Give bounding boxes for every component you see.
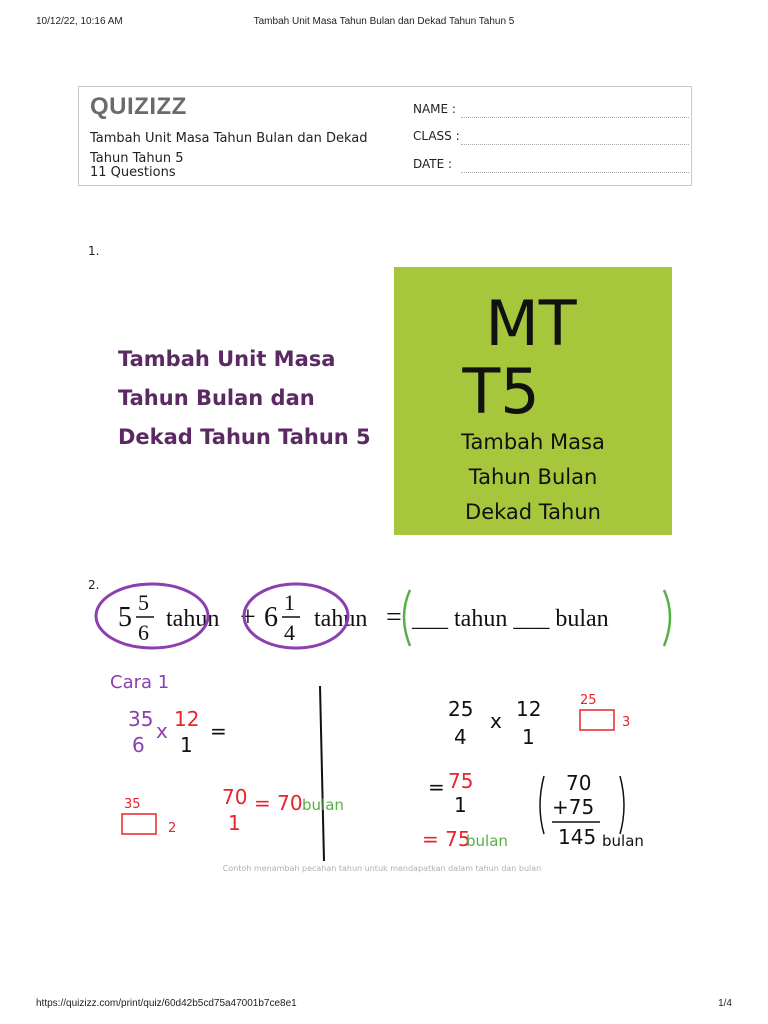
cover-line-1: MT xyxy=(485,287,577,360)
cover-subtitle xyxy=(394,425,672,530)
sum-bulan: bulan xyxy=(602,832,644,850)
print-url[interactable]: https://quizizz.com/print/quiz/60d42b5cd75a47001b7ce8e1 xyxy=(36,998,297,1009)
eq-unit-2: tahun xyxy=(314,606,368,632)
date-field[interactable] xyxy=(413,155,681,175)
step2-eq: = xyxy=(428,775,445,799)
eq-b-num: 1 xyxy=(284,590,295,615)
question-2-caption: Contoh menambah pecahan tahun untuk mendapatkan dalam tahun dan bulan xyxy=(222,864,542,873)
quiz-header-box xyxy=(78,86,692,186)
step2-25: 25 xyxy=(448,697,474,721)
eq-b-den: 4 xyxy=(284,620,295,645)
sum-145: 145 xyxy=(558,825,597,849)
eq-b-whole: 6 xyxy=(264,602,278,633)
divider-line xyxy=(320,686,324,861)
sum-working xyxy=(540,771,644,850)
eq-equals: = xyxy=(386,602,402,633)
sum-75: +75 xyxy=(552,795,595,819)
grid-a-3: 3 xyxy=(622,715,631,730)
green-bracket-right xyxy=(664,590,670,646)
step1-1: 1 xyxy=(180,733,193,757)
eq-answer: ___ tahun ___ bulan xyxy=(412,606,609,632)
step1-bulan: bulan xyxy=(302,796,344,814)
step2-75: 75 xyxy=(448,769,474,793)
page-number: 1/4 xyxy=(718,998,732,1009)
question-count: 11 Questions xyxy=(90,165,176,180)
eq-a-whole: 5 xyxy=(118,602,132,633)
class-field[interactable] xyxy=(413,127,681,147)
cover-line-2: T5 xyxy=(462,355,540,428)
eq-unit-1: tahun xyxy=(166,606,220,632)
step2-times: x xyxy=(490,709,502,733)
step2-4: 4 xyxy=(454,725,467,749)
step-2-working xyxy=(422,697,541,851)
green-bracket-left xyxy=(404,590,410,646)
step1-12: 12 xyxy=(174,707,200,731)
step1-eq70: = 70 xyxy=(254,791,303,815)
print-footer xyxy=(36,998,732,1012)
step1-6: 6 xyxy=(132,733,145,757)
step1-1b: 1 xyxy=(228,811,241,835)
print-header xyxy=(36,16,732,30)
grid-b-2: 2 xyxy=(168,821,177,836)
print-datetime: 10/12/22, 10:16 AM xyxy=(36,16,123,27)
class-label: CLASS : xyxy=(413,129,460,143)
step2-eq75: = 75 xyxy=(422,827,471,851)
cover-subtitle-line: Tahun Bulan xyxy=(468,465,598,489)
question-2-number: 2. xyxy=(88,578,100,592)
step1-times: x xyxy=(156,719,168,743)
sum-paren-left xyxy=(540,776,544,834)
sum-paren-right xyxy=(620,776,624,834)
step2-12: 12 xyxy=(516,697,542,721)
date-label: DATE : xyxy=(413,157,453,171)
step1-eq: = xyxy=(210,719,227,743)
question-1-number: 1. xyxy=(88,244,100,258)
cover-subtitle-line: Dekad Tahun xyxy=(465,500,601,524)
quizizz-logo: QUIZIZZ xyxy=(90,93,187,120)
name-label: NAME : xyxy=(413,102,456,116)
step2-1b: 1 xyxy=(454,793,467,817)
question-1-cover-image xyxy=(394,267,672,535)
question-1-text: Tambah Unit Masa Tahun Bulan dan Dekad Tahun Tahun 5 xyxy=(118,347,371,449)
question-2-worked-example-image xyxy=(92,576,672,882)
step2-1: 1 xyxy=(522,725,535,749)
eq-a-den: 6 xyxy=(138,620,149,645)
sum-70: 70 xyxy=(566,771,592,795)
step1-70: 70 xyxy=(222,785,248,809)
grid-b-35: 35 xyxy=(124,797,141,812)
step2-bulan: bulan xyxy=(466,832,508,850)
step1-35: 35 xyxy=(128,707,154,731)
name-line xyxy=(461,117,689,118)
eq-a-num: 5 xyxy=(138,590,149,615)
date-line xyxy=(461,172,689,173)
cara-label: Cara 1 xyxy=(110,672,170,693)
class-line xyxy=(461,144,689,145)
quiz-title: Tambah Unit Masa Tahun Bulan dan Dekad Tahun Tahun 5 xyxy=(90,131,368,166)
eq-plus: + xyxy=(240,602,256,633)
grid-a-box xyxy=(580,710,614,730)
step-1-working xyxy=(128,707,344,835)
grid-a-25: 25 xyxy=(580,693,597,708)
cover-subtitle-line: Tambah Masa xyxy=(461,430,605,454)
name-field[interactable] xyxy=(413,100,681,120)
print-document-title: Tambah Unit Masa Tahun Bulan dan Dekad Tahun Tahun 5 xyxy=(253,16,515,27)
grid-b-box xyxy=(122,814,156,834)
